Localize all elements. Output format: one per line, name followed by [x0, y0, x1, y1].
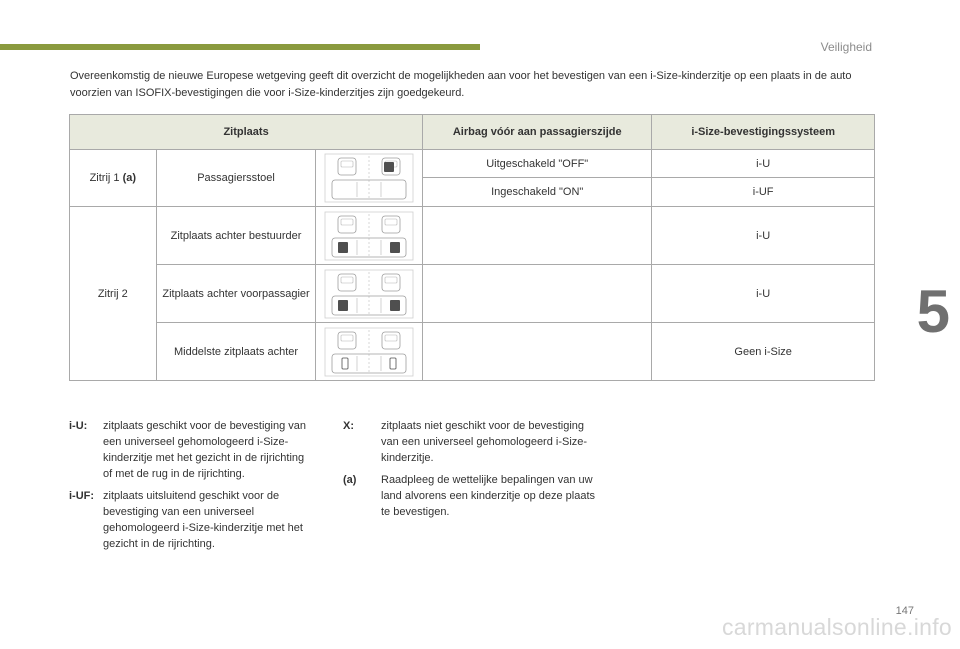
value-rear-behind-passenger: i-U [652, 265, 875, 323]
header-airbag: Airbag vóór aan passagierszijde [423, 115, 652, 150]
legend-item-iu [69, 418, 315, 482]
header-seat: Zitplaats [70, 115, 423, 150]
legend-item-iuf [69, 488, 315, 552]
row-label-note: (a) [122, 172, 137, 184]
value-airbag-off: i-U [652, 150, 875, 178]
row-label-text: Zitrij 1 [89, 172, 120, 184]
legend-item-a [343, 472, 603, 520]
intro-paragraph: Overeenkomstig de nieuwe Europese wetgeving geeft dit overzicht de mogelijkheden aan voor het bevestigen van een i-Size-kinderzitje op een plaats in de auto voorzien van ISOFIX-bevestigingen die voor i-Size-kinderzitjes zijn goedgekeurd. [70, 70, 852, 99]
watermark: carmanualsonline.info [721, 614, 952, 640]
value-airbag-on: i-UF [652, 178, 875, 207]
car-seat-diagram-icon [324, 327, 414, 377]
isofix-seat-table [69, 114, 875, 381]
value-rear-behind-driver: i-U [652, 207, 875, 265]
airbag-on: Ingeschakeld "ON" [423, 178, 652, 207]
legend-text: zitplaats uitsluitend geschikt voor de bevestiging van een universeel gehomologeerd i-Size-kinderzitje met het gezicht in de rijrichting. [103, 490, 303, 550]
legend-text: zitplaats niet geschikt voor de bevestiging van een universeel gehomologeerd i-Size-kinderzitje. [381, 420, 588, 464]
highlight-seat-rear-left [338, 300, 348, 311]
seat-diagram-passenger [316, 150, 423, 207]
header-system: i-Size-bevestigingssysteem [652, 115, 875, 150]
highlight-seat-rear-right [390, 242, 400, 253]
seat-diagram-rear-left [316, 207, 423, 265]
seat-diagram-rear-middle [316, 323, 423, 381]
table-row [70, 323, 875, 381]
legend-right [343, 418, 603, 526]
value-rear-middle: Geen i-Size [652, 323, 875, 381]
legend-text: Raadpleeg de wettelijke bepalingen van uw land alvorens een kinderzitje op deze plaats te bevestigen. [381, 474, 596, 518]
table-row [70, 150, 875, 178]
seat-rear-behind-driver: Zitplaats achter bestuurder [156, 207, 316, 265]
airbag-empty [423, 207, 652, 265]
car-seat-diagram-icon [324, 269, 414, 319]
chapter-number: 5 [916, 278, 950, 345]
page-number: 147 [895, 605, 914, 617]
header-accent-bar [0, 44, 480, 50]
table-row [70, 207, 875, 265]
car-seat-diagram-icon [324, 153, 414, 203]
legend-item-x [343, 418, 603, 466]
section-label: Veiligheid [820, 40, 872, 54]
row-label-zitrij-2: Zitrij 2 [70, 207, 157, 381]
highlight-seat-front-right [384, 162, 394, 172]
car-seat-diagram-icon [324, 211, 414, 261]
seat-diagram-rear-right [316, 265, 423, 323]
legend-term: (a) [343, 474, 357, 486]
seat-rear-middle: Middelste zitplaats achter [156, 323, 316, 381]
airbag-off: Uitgeschakeld "OFF" [423, 150, 652, 178]
row-label-zitrij-1 [70, 150, 157, 207]
legend-term: X: [343, 420, 354, 432]
seat-passenger: Passagiersstoel [156, 150, 316, 207]
table-row [70, 265, 875, 323]
seat-rear-behind-passenger: Zitplaats achter voorpassagier [156, 265, 316, 323]
legend-term: i-U: [69, 420, 88, 432]
legend-term: i-UF: [69, 490, 95, 502]
legend-left [69, 418, 315, 558]
table-header-row [70, 115, 875, 150]
airbag-empty [423, 265, 652, 323]
highlight-seat-rear-right [390, 300, 400, 311]
legend-text: zitplaats geschikt voor de bevestiging van een universeel gehomologeerd i-Size-kinderzitje met het gezicht in de rijrichting of met de rug in de rijrichting. [103, 420, 307, 480]
highlight-seat-rear-left [338, 242, 348, 253]
airbag-empty [423, 323, 652, 381]
